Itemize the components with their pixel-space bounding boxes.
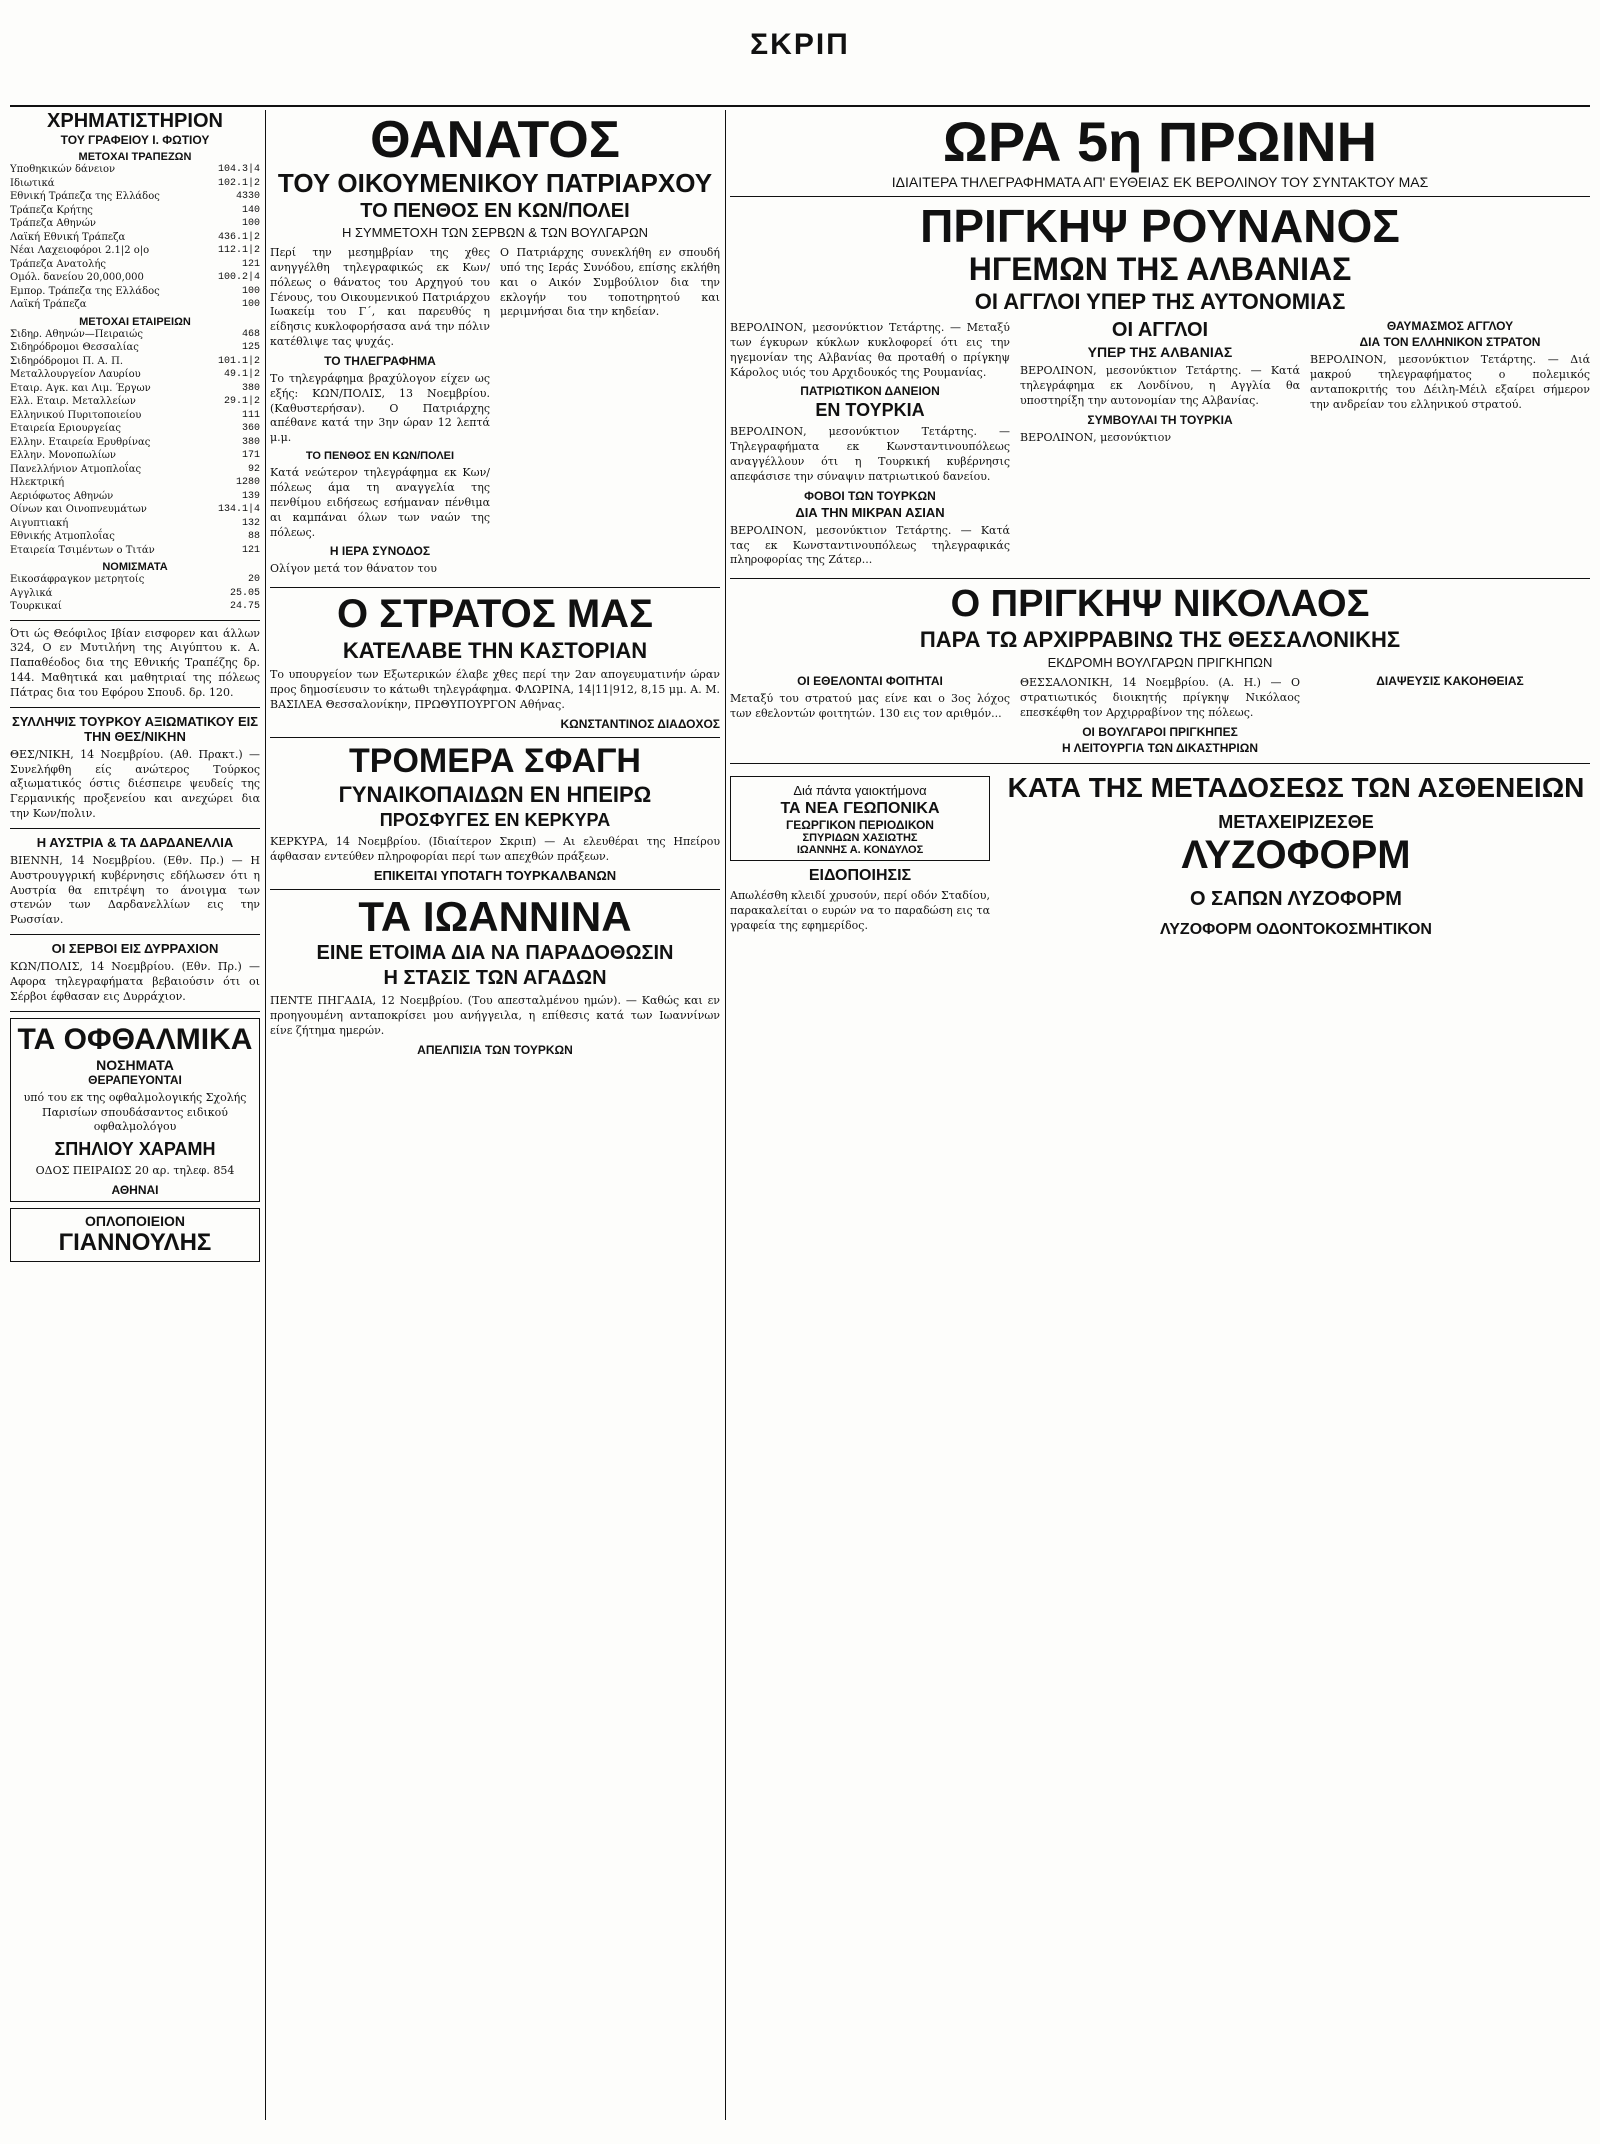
army-subtitle: ΚΑΤΕΛΑΒΕ ΤΗΝ ΚΑΣΤΟΡΙΑΝ: [342, 638, 648, 664]
stock-value: 104.3|4: [217, 164, 260, 175]
divider: [270, 587, 720, 588]
stock-name: Αεριόφωτος Αθηνών: [10, 490, 114, 502]
stock-subtitle: ΤΟΥ ΓΡΑΦΕΙΟΥ Ι. ΦΩΤΙΟΥ: [60, 133, 210, 147]
loan-head: ΠΑΤΡΙΩΤΙΚΟΝ ΔΑΝΕΙΟΝ: [800, 384, 940, 399]
lysoform-title: ΛΥΖΟΦΟΡΜ: [1181, 832, 1411, 877]
stock-value: 140: [241, 204, 260, 216]
death-title: ΘΑΝΑΤΟΣ: [370, 111, 620, 169]
middle-column: [270, 110, 720, 2120]
stock-value: 25.05: [229, 587, 260, 599]
use-head: ΜΕΤΑΧΕΙΡΙΖΕΣΘΕ: [1218, 811, 1374, 832]
top-subtitle: ΙΔΙΑΙΤΕΡΑ ΤΗΛΕΓΡΑΦΗΜΑΤΑ ΑΠ' ΕΥΘΕΙΑΣ ΕΚ ΒΕΡΟΛΙΝΟΥ ΤΟΥ ΣΥΝΤΑΚΤΟΥ ΜΑΣ: [891, 174, 1429, 190]
nikolaos-text: ΘΕΣΣΑΛΟΝΙΚΗ, 14 Νοεμβρίου. (Α. Η.) — Ο στρατιωτικός διοικητής πρίγκηψ Νικόλαος επεσκέφθη τον Αρχιρραβίνον της πόλεως.: [1020, 676, 1300, 719]
massacre-title: ΤΡΟΜΕΡΑ ΣΦΑΓΗ: [349, 741, 641, 780]
column-divider: [725, 110, 726, 2120]
austria-text: ΒΙΕΝΝΗ, 14 Νοεμβρίου. (Εθν. Πρ.) — Η Αυστρουγγρική κυβέρνησις εδήλωσεν ότι η Αυστρία θα επιτρέψη το άνοιγμα των στενών των Δαρδανελλίων εις την Ρωσσίαν.: [10, 853, 260, 927]
stock-value: 29.1|2: [223, 396, 260, 407]
stock-name: Εταιρεία Τσιμέντων ο Τιτάν: [10, 544, 155, 556]
divider: [730, 578, 1590, 579]
stock-value: 100: [241, 285, 260, 297]
stock-name: Τράπεζα Ανατολής: [10, 258, 106, 270]
notice-head: ΕΙΔΟΠΟΙΗΣΙΣ: [808, 866, 912, 884]
currency-list: [10, 573, 260, 614]
army-title: Ο ΣΤΡΑΤΟΣ ΜΑΣ: [336, 592, 654, 637]
divider: [270, 889, 720, 890]
courts-head: Η ΛΕΙΤΟΥΡΓΙΑ ΤΩΝ ΔΙΚΑΣΤΗΡΙΩΝ: [1062, 740, 1258, 755]
stock-name: Τουρκικαί: [10, 601, 62, 612]
prince-title: ΠΡΙΓΚΗΨ ΡΟΥΝΑΝΟΣ: [920, 200, 1400, 252]
ad-box-name: ΙΩΑΝΝΗΣ Α. ΚΟΝΔΥΛΟΣ: [796, 843, 924, 856]
soap-title: Ο ΣΑΠΩΝ ΛΥΖΟΦΟΡΜ: [1190, 887, 1402, 910]
epidemic-title: ΚΑΤΑ ΤΗΣ ΜΕΤΑΔΟΣΕΩΣ ΤΩΝ ΑΣΘΕΝΕΙΩΝ: [1007, 771, 1585, 803]
divider: [10, 620, 260, 621]
currency-row: [10, 573, 260, 587]
wonder-head: ΘΑΥΜΑΣΜΟΣ ΑΓΓΛΟΥ: [1386, 319, 1514, 333]
massacre-subtitle-3: ΕΠΙΚΕΙΤΑΙ ΥΠΟΤΑΓΗ ΤΟΥΡΚΑΛΒΑΝΩΝ: [373, 868, 617, 884]
advice-text: ΒΕΡΟΛΙΝΟΝ, μεσονύκτιον: [1020, 430, 1172, 444]
company-row: [10, 476, 260, 490]
bank-row: [10, 271, 260, 285]
stock-value: 134.1|4: [217, 504, 260, 515]
telegram-text: Το τηλεγράφημα βραχύλογον είχεν ως εξής: ΚΩΝ/ΠΟΛΙΣ, 13 Νοεμβρίου. (Καθυστερήσαν). Ο Πατριάρχης απέθανε κατά την 3ην ώραν 12 λεπτά μ.μ.: [270, 371, 490, 445]
stock-name: Αγγλικά: [10, 587, 53, 599]
donation-text: Ότι ώς Θεόφιλος Ιβίαν εισφορεν και άλλων 324, Ο εν Μυτιλήνη της Αιγύπτου κ. Α. Παπαθέοδος δια της Εθνικής Τραπέζης δρ. 144. Μαθητικά και μαθητριαί της πόλεως Πάτρας δια του Εφόρου Σπουδ. δρ. 120.: [10, 626, 260, 699]
death-subtitle-2: ΤΟ ΠΕΝΘΟΣ ΕΝ ΚΩΝ/ΠΟΛΕΙ: [360, 200, 630, 222]
stock-name: Εθνικής Ατμοπλοΐας: [10, 531, 115, 542]
company-row: [10, 341, 260, 355]
stock-value: 468: [241, 328, 260, 340]
divider: [10, 828, 260, 829]
english-text: ΒΕΡΟΛΙΝΟΝ, μεσονύκτιον Τετάρτης. — Κατά τηλεγράφημα εκ Λονδίνου, η Αγγλία θα υποστηρίξη την αυτονομίαν της Αλβανίας.: [1020, 364, 1300, 407]
stock-value: 380: [241, 436, 260, 448]
company-row: [10, 422, 260, 436]
ad-text: υπό του εκ της οφθαλμολογικής Σχολής Παρισίων σπουδάσαντος ειδικού οφθαλμολόγου: [23, 1090, 247, 1134]
death-article: [270, 242, 720, 581]
fear-subtitle: ΔΙΑ ΤΗΝ ΜΙΚΡΑΝ ΑΣΙΑΝ: [795, 504, 945, 520]
stock-name: Σιδηρόδρομοι Π. Α. Π.: [10, 355, 123, 367]
mourning-text: Κατά νεώτερον τηλεγράφημα εκ Κων/πόλεως άμα τη αναγγελία της πενθίμου ειδήσεως εσήμαναν πένθιμα αι καμπάναι όλων των ναών της πόλεως.: [270, 466, 490, 539]
ad-subtitle-2: ΘΕΡΑΠΕΥΟΝΤΑΙ: [88, 1072, 182, 1087]
stock-value: 100.2|4: [217, 272, 260, 283]
stock-value: 125: [241, 342, 260, 353]
notice-text: Απωλέσθη κλειδί χρυσούν, περί οδόν Σταδίου, παρακαλείται ο ευρών να το παραδώση εις τα γραφεία της εφημερίδος.: [730, 888, 990, 932]
stock-name: Αιγυπτιακή: [10, 517, 69, 529]
company-row: [10, 490, 260, 504]
stock-value: 380: [241, 382, 260, 394]
column-divider: [265, 110, 266, 2120]
ad-name: ΓΙΑΝΝΟΥΛΗΣ: [58, 1229, 212, 1257]
stock-name: Μεταλλουργείον Λαυρίου: [10, 369, 141, 380]
divider: [730, 196, 1590, 197]
company-row: [10, 382, 260, 396]
divider: [10, 707, 260, 708]
stock-value: 139: [241, 490, 260, 502]
bulgarian-head: ΟΙ ΒΟΥΛΓΑΡΟΙ ΠΡΙΓΚΗΠΕΣ: [1082, 724, 1238, 739]
loan-text: ΒΕΡΟΛΙΝΟΝ, μεσονύκτιον Τετάρτης. — Τηλεγραφήματα εκ Κωνσταντινουπόλεως αναγγέλλουν ότι η Τουρκική κυβέρνησις απεφάσισε την σύναψιν πατριωτικού δανείου.: [730, 425, 1010, 483]
masthead: [0, 0, 1600, 110]
wonder-text: ΒΕΡΟΛΙΝΟΝ, μεσονύκτιον Τετάρτης. — Διά μακρού τηλεγραφήματος ο πολεμικός ανταποκριτής του Δέιλη-Μέιλ εξαίρει σήμερον την ανδρείαν του ελληνικού στρατού.: [1310, 353, 1590, 411]
fear-text: ΒΕΡΟΛΙΝΟΝ, μεσονύκτιον Τετάρτης. — Κατά τας εκ Κωνσταντινουπόλεως τηλεγραφικάς πληροφορίας της Ζάτερ...: [730, 523, 1010, 567]
company-row: [10, 328, 260, 342]
english-subtitle: ΥΠΕΡ ΤΗΣ ΑΛΒΑΝΙΑΣ: [1087, 344, 1233, 360]
bank-row: [10, 285, 260, 299]
telegram-head: ΤΟ ΤΗΛΕΓΡΑΦΗΜΑ: [324, 353, 436, 368]
massacre-subtitle: ΓΥΝΑΙΚΟΠΑΙΔΩΝ ΕΝ ΗΠΕΙΡΩ: [338, 781, 652, 807]
banks-head: ΜΕΤΟΧΑΙ ΤΡΑΠΕΖΩΝ: [78, 151, 192, 163]
ad-city: ΑΘΗΝΑΙ: [111, 1183, 159, 1198]
despair-head: ΑΠΕΛΠΙΣΙΑ ΤΩΝ ΤΟΥΡΚΩΝ: [417, 1042, 573, 1057]
stock-value: 132: [241, 517, 260, 529]
company-row: [10, 544, 260, 558]
stock-value: 121: [241, 258, 260, 270]
stock-name: Σιδηρ. Αθηνών—Πειραιώς: [10, 328, 143, 340]
stock-name: Ελληνικού Πυριτοποιείου: [10, 409, 142, 421]
ad-title: ΟΠΛΟΠΟΙΕΙΟΝ: [85, 1213, 185, 1230]
stock-value: 171: [241, 450, 260, 461]
company-row: [10, 503, 260, 517]
arrest-text: ΘΕΣ/ΝΙΚΗ, 14 Νοεμβρίου. (Αθ. Πρακτ.) — Συνελήφθη είς ανώτερος Τούρκος αξιωματικός όστις διέσπειρε ψευδείς της Γερμανικής προξενείου και ανεχώρει δια την Κων/πολιν.: [10, 747, 260, 821]
masthead-rule: [10, 105, 1590, 107]
stock-title: ΧΡΗΜΑΤΙΣΤΗΡΙΟΝ: [47, 110, 223, 132]
stock-name: Εθνική Τράπεζα της Ελλάδος: [10, 191, 160, 202]
durazzo-title: ΟΙ ΣΕΡΒΟΙ ΕΙΣ ΔΥΡΡΑΧΙΟΝ: [51, 941, 219, 957]
companies-head: ΜΕΤΟΧΑΙ ΕΤΑΙΡΕΙΩΝ: [79, 315, 191, 328]
stock-value: 101.1|2: [217, 355, 260, 367]
berlin-news-grid: [730, 317, 1590, 572]
company-row: [10, 409, 260, 423]
stock-value: 4330: [235, 191, 260, 202]
bank-row: [10, 217, 260, 231]
arrest-title: ΣΥΛΛΗΨΙΣ ΤΟΥΡΚΟΥ ΑΞΙΩΜΑΤΙΚΟΥ ΕΙΣ ΤΗΝ ΘΕΣ/ΝΙΚΗΝ: [11, 713, 259, 744]
bank-row: [10, 258, 260, 272]
death-subtitle-3: Η ΣΥΜΜΕΤΟΧΗ ΤΩΝ ΣΕΡΒΩΝ & ΤΩΝ ΒΟΥΛΓΑΡΩΝ: [341, 225, 649, 240]
currency-row: [10, 600, 260, 614]
company-row: [10, 463, 260, 477]
stock-value: 121: [241, 544, 260, 556]
ad-title: ΤΑ ΟΦΘΑΛΜΙΚΑ: [17, 1022, 253, 1056]
prince-subtitle: ΗΓΕΜΩΝ ΤΗΣ ΑΛΒΑΝΙΑΣ: [968, 251, 1352, 287]
ioannina-title: ΤΑ ΙΩΑΝΝΙΝΑ: [358, 893, 632, 941]
advice-head: ΣΥΜΒΟΥΛΑΙ ΤΗ ΤΟΥΡΚΙΑ: [1087, 412, 1233, 427]
stock-name: Τράπεζα Κρήτης: [10, 204, 93, 216]
ad-box-director: ΣΠΥΡΙΔΩΝ ΧΑΣΙΩΤΗΣ: [802, 831, 918, 844]
stock-value: 436.1|2: [217, 231, 260, 243]
synod-text: Ολίγον μετά τον θάνατον του: [270, 562, 437, 576]
stock-name: Εταιρ. Αγκ. και Λιμ. Έργων: [10, 382, 151, 394]
company-row: [10, 395, 260, 409]
berlin-text: ΒΕΡΟΛΙΝΟΝ, μεσονύκτιον Τετάρτης. — Μεταξύ των έγκυρων κύκλων κυκλοφορεί ότι εις την ηγεμονίαν της Αλβανίας θα προταθή ο πρίγκηψ Κάρολος υιός του Αρχιδουκός της Ρουμανίας.: [730, 321, 1010, 379]
stock-name: Ελλην. Εταιρεία Ερυθρίνας: [10, 436, 151, 448]
right-column: [730, 110, 1590, 2120]
stock-name: Σιδηρόδρομοι Θεσσαλίας: [10, 342, 139, 353]
stock-name: Ομόλ. δανείου 20,000,000: [10, 272, 144, 283]
nikolaos-subtitle-2: ΕΚΔΡΟΜΗ ΒΟΥΛΓΑΡΩΝ ΠΡΙΓΚΗΠΩΝ: [1047, 655, 1273, 671]
bank-row: [10, 177, 260, 191]
stock-value: 24.75: [229, 601, 260, 612]
ad-doctor-name: ΣΠΗΛΙΟΥ ΧΑΡΑΜΗ: [54, 1139, 216, 1160]
mourning-head: ΤΟ ΠΕΝΘΟΣ ΕΝ ΚΩΝ/ΠΟΛΕΙ: [305, 450, 455, 463]
stock-name: Τράπεζα Αθηνών: [10, 218, 96, 229]
bank-row: [10, 163, 260, 177]
stock-name: Εμπορ. Τράπεζα της Ελλάδος: [10, 285, 160, 297]
company-row: [10, 355, 260, 369]
ioannina-subtitle: ΕΙΝΕ ΕΤΟΙΜΑ ΔΙΑ ΝΑ ΠΑΡΑΔΟΘΩΣΙΝ: [316, 942, 674, 965]
ad-box-subtitle: ΓΕΩΡΓΙΚΟΝ ΠΕΡΙΟΔΙΚΟΝ: [786, 817, 934, 832]
english-head: ΟΙ ΑΓΓΛΟΙ: [1111, 319, 1209, 341]
ad-box-title: ΤΑ ΝΕΑ ΓΕΩΠΟΝΙΚΑ: [780, 799, 940, 817]
durazzo-text: ΚΩΝ/ΠΟΛΙΣ, 14 Νοεμβρίου. (Εθν. Πρ.) — Αφορα τηλεγραφήματα βεβαιούσιν ότι οι Σέρβοι έφθασαν εις Δυρράχιον.: [10, 960, 260, 1003]
nikolaos-grid: [730, 672, 1590, 757]
loan-subtitle: ΕΝ ΤΟΥΡΚΙΑ: [815, 400, 925, 421]
stock-name: Λαϊκή Τράπεζα: [10, 299, 87, 310]
gunsmith-ad: [10, 1208, 260, 1262]
stock-value: 49.1|2: [223, 369, 260, 380]
bank-row: [10, 204, 260, 218]
divider: [730, 763, 1590, 764]
companies-list: [10, 328, 260, 558]
ioannina-text: ΠΕΝΤΕ ΠΗΓΑΔΙΑ, 12 Νοεμβρίου. (Του απεσταλμένου ημών). — Καθώς και εν προηγουμένη ανταποκρίσει μου ανήγγειλα, η επίθεσις κατά των Ιωαννίνων είνε ζήτημα ημερών.: [270, 994, 720, 1038]
stock-name: Ιδιωτικά: [10, 177, 55, 189]
bank-row: [10, 231, 260, 245]
stock-value: 360: [241, 423, 260, 434]
divider: [10, 1011, 260, 1012]
left-column: [10, 110, 260, 2120]
ophthalmic-ad: [10, 1018, 260, 1202]
divider: [270, 737, 720, 738]
death-subtitle: ΤΟΥ ΟΙΚΟΥΜΕΝΙΚΟΥ ΠΑΤΡΙΑΡΧΟΥ: [277, 168, 713, 198]
army-signature: ΚΩΝΣΤΑΝΤΙΝΟΣ ΔΙΑΔΟΧΟΣ: [560, 716, 720, 731]
stock-name: Λαϊκή Εθνική Τράπεζα: [10, 231, 126, 243]
volunteers-text: Μεταξύ του στρατού μας είνε και ο 3ος λόχος των εθελοντών φοιτητών. 130 εις τον αριθμόν...: [730, 692, 1010, 721]
stock-value: 100: [241, 299, 260, 310]
currency-head: ΝΟΜΙΣΜΑΤΑ: [102, 561, 168, 573]
dental-title: ΛΥΖΟΦΟΡΜ ΟΔΟΝΤΟΚΟΣΜΗΤΙΚΟΝ: [1160, 920, 1432, 938]
massacre-text: ΚΕΡΚΥΡΑ, 14 Νοεμβρίου. (Ιδιαίτερον Σκριπ) — Αι ελευθέραι της Ηπείρου άφθασαν εντεύθεν πληροφορίαι περί των απεχθών πράξεων.: [270, 834, 720, 863]
synod-head: Η ΙΕΡΑ ΣΥΝΟΔΟΣ: [329, 544, 431, 559]
stock-value: 88: [247, 531, 260, 542]
divider: [10, 934, 260, 935]
death-text-1: Περί την μεσημβρίαν της χθες ανηγγέλθη τηλεγραφικώς εκ Κων/πόλεως ο θάνατος του Αρχηγού του Γένους, του Οικουμενικού Πατριάρχου Ιωακείμ του Γ΄, και παρευθύς η είδησις κυκλοφορήσασα ανά την πόλιν κατέθλιψε τας ψυχάς.: [270, 246, 490, 349]
volunteers-head: ΟΙ ΕΘΕΛΟΝΤΑΙ ΦΟΙΤΗΤΑΙ: [797, 674, 943, 689]
wonder-subtitle: ΔΙΑ ΤΟΝ ΕΛΛΗΝΙΚΟΝ ΣΤΡΑΤΟΝ: [1359, 335, 1541, 349]
stock-name: Οίνων και Οινοπνευμάτων: [10, 504, 147, 515]
stock-name: Νέαι Λαχειοφόροι 2.1|2 ο|ο: [10, 245, 150, 256]
stock-value: 20: [247, 574, 260, 585]
fear-head: ΦΟΒΟΙ ΤΩΝ ΤΟΥΡΚΩΝ: [804, 488, 936, 503]
massacre-subtitle-2: ΠΡΟΣΦΥΓΕΣ ΕΝ ΚΕΡΚΥΡΑ: [379, 809, 611, 830]
masthead-title: ΣΚΡΙΠ: [750, 28, 850, 61]
currency-row: [10, 587, 260, 601]
nikolaos-title: Ο ΠΡΙΓΚΗΨ ΝΙΚΟΛΑΟΣ: [950, 583, 1370, 626]
prince-subtitle-2: ΟΙ ΑΓΓΛΟΙ ΥΠΕΡ ΤΗΣ ΑΥΤΟΝΟΜΙΑΣ: [974, 289, 1346, 314]
ad-subtitle: ΝΟΣΗΜΑΤΑ: [96, 1056, 174, 1073]
stock-name: Ελλ. Εταιρ. Μεταλλείων: [10, 396, 136, 407]
army-text: Το υπουργείον των Εξωτερικών έλαβε χθες περί την 2αν απογευματινήν ώραν προς δημοσίευσιν το κάτωθι τηλεγράφημα. ΦΛΩΡΙΝΑ, 14|11|912, 8,15 μμ. Α. Μ. ΒΑΣΙΛΕΑ Θεσσαλονίκην, ΠΡΩΘΥΠΟΥΡΓΟΝ Αθήνας.: [270, 668, 720, 711]
company-row: [10, 530, 260, 544]
company-row: [10, 368, 260, 382]
company-row: [10, 436, 260, 450]
company-row: [10, 517, 260, 531]
austria-title: Η ΑΥΣΤΡΙΑ & ΤΑ ΔΑΡΔΑΝΕΛΛΙΑ: [36, 834, 234, 850]
stock-name: Εικοσάφραγκον μετρητοίς: [10, 574, 145, 585]
bank-row: [10, 298, 260, 312]
nikolaos-subtitle: ΠΑΡΑ ΤΩ ΑΡΧΙΡΡΑΒΙΝΩ ΤΗΣ ΘΕΣΣΑΛΟΝΙΚΗΣ: [919, 627, 1401, 653]
death-text-2: Ο Πατριάρχης συνεκλήθη εν σπουδή υπό της Ιεράς Συνόδου, επίσης εκλήθη και ο Αικόν Συμβούλιον δια την εκλογήν του τοποτηρητού και μεριμνήσαι δια την κηδείαν.: [500, 246, 720, 319]
stock-value: 92: [247, 463, 260, 475]
ioannina-subtitle-2: Η ΣΤΑΣΙΣ ΤΩΝ ΑΓΑΔΩΝ: [383, 967, 607, 990]
stock-name: Υποθηκικών δάνειον: [10, 164, 116, 175]
stock-name: Ελλην. Μονοπωλίων: [10, 450, 116, 461]
bad-head: ΔΙΑΨΕΥΣΙΣ ΚΑΚΟΗΘΕΙΑΣ: [1376, 674, 1524, 689]
stock-value: 100: [241, 218, 260, 229]
company-row: [10, 449, 260, 463]
stock-value: 112.1|2: [217, 245, 260, 256]
stock-value: 1280: [235, 477, 260, 488]
ad-address: ΟΔΟΣ ΠΕΙΡΑΙΩΣ 20 αρ. τηλεφ. 854: [35, 1164, 235, 1178]
geoponika-ad: [730, 776, 990, 861]
stock-name: Εταιρεία Εριουργείας: [10, 423, 121, 434]
ad-box-top: Διά πάντα γαιοκτήμονα: [793, 782, 927, 798]
banks-list: [10, 163, 260, 312]
stock-value: 111: [241, 409, 260, 421]
bottom-right-grid: [730, 770, 1590, 939]
stock-name: Ηλεκτρική: [10, 477, 65, 488]
bank-row: [10, 244, 260, 258]
stock-name: Πανελλήνιον Ατμοπλοΐας: [10, 463, 142, 475]
top-title: ΩΡΑ 5η ΠΡΩΙΝΗ: [942, 110, 1378, 173]
stock-value: 102.1|2: [217, 177, 260, 189]
bank-row: [10, 190, 260, 204]
